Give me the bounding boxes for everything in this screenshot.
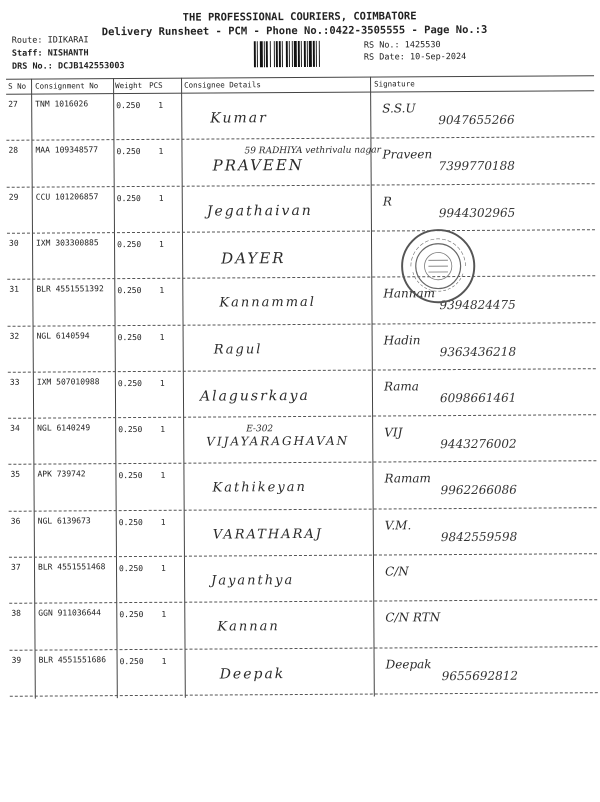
signature-handwriting: Hadin (384, 333, 421, 347)
row-divider (6, 136, 594, 141)
column-divider (370, 77, 375, 697)
signature-handwriting: Hannam (383, 286, 435, 300)
signature-handwriting: C/N RTN (385, 610, 440, 624)
column-divider (181, 78, 186, 698)
drs-label: DRS No.: DCJB142553003 (12, 61, 125, 72)
signature-handwriting: Praveen (382, 147, 432, 161)
row-pcs: 1 (160, 379, 165, 388)
row-pcs: 1 (160, 425, 165, 434)
row-weight: 0.250 (116, 147, 140, 156)
row-divider (10, 646, 598, 651)
signature-phone: 9394824475 (439, 298, 515, 312)
barcode (254, 41, 354, 68)
consignee-handwritten-name: Kathikeyan (212, 480, 306, 496)
column-divider (31, 79, 36, 699)
row-pcs: 1 (161, 518, 166, 527)
row-consignment: NGL 6140249 (37, 423, 90, 432)
row-consignment: BLR 4551551686 (39, 655, 106, 664)
row-divider (9, 553, 597, 558)
row-weight: 0.250 (117, 240, 141, 249)
col-consignment: Consignment No (35, 81, 98, 90)
signature-phone: 9842559598 (441, 529, 517, 543)
row-divider (10, 692, 598, 697)
row-divider (9, 599, 597, 604)
consignee-handwritten-name: DAYER (221, 249, 286, 267)
row-pcs: 1 (159, 286, 164, 295)
header-bottom-rule (6, 90, 594, 95)
consignee-handwritten-name: Alagusrkaya (200, 388, 310, 405)
signature-phone: 9443276002 (440, 437, 516, 451)
col-sno: S No (8, 82, 26, 91)
row-sno: 31 (9, 285, 19, 294)
row-weight: 0.250 (119, 610, 143, 619)
row-consignment: TNM 1016026 (35, 99, 88, 108)
row-weight: 0.250 (119, 564, 143, 573)
row-weight: 0.250 (118, 471, 142, 480)
signature-phone: 7399770188 (439, 159, 515, 173)
consignee-handwritten-name: Kannan (217, 619, 279, 634)
signature-handwriting: C/N (385, 564, 409, 578)
signature-phone: 9944302965 (439, 205, 515, 219)
row-sno: 30 (9, 239, 19, 248)
row-weight: 0.250 (116, 101, 140, 110)
company-seal-stamp (399, 227, 477, 305)
signature-phone: 9047655266 (438, 113, 514, 127)
consignee-handwritten-name: VARATHARAJ (213, 527, 323, 543)
col-pcs: PCS (149, 81, 163, 90)
staff-label: Staff: NISHANTH (12, 48, 89, 58)
signature-phone: 9363436218 (440, 344, 516, 358)
row-sno: 35 (10, 470, 20, 479)
row-consignment: GGN 911036644 (38, 609, 101, 618)
row-pcs: 1 (158, 147, 163, 156)
signature-handwriting: V.M. (385, 518, 412, 532)
column-divider (113, 78, 118, 698)
consignee-handwritten-name: Jegathaivan (207, 203, 313, 220)
consignee-address: E-302 (246, 424, 273, 434)
row-divider (8, 414, 596, 419)
signature-phone: 9655692812 (442, 668, 518, 682)
row-weight: 0.250 (119, 518, 143, 527)
row-divider (7, 229, 595, 234)
row-sno: 38 (11, 609, 21, 618)
row-pcs: 1 (160, 332, 165, 341)
consignee-handwritten-name: VIJAYARAGHAVAN (206, 434, 349, 449)
row-pcs: 1 (158, 101, 163, 110)
row-divider (9, 507, 597, 512)
row-consignment: IXM 303300885 (36, 238, 99, 247)
rs-date: RS Date: 10-Sep-2024 (364, 52, 466, 63)
row-consignment: NGL 6139673 (38, 516, 91, 525)
consignee-handwritten-name: Kumar (210, 110, 268, 126)
row-consignment: NGL 6140594 (37, 331, 90, 340)
consignee-handwritten-name: Jayanthya (211, 573, 294, 589)
row-divider (8, 368, 596, 373)
consignee-handwritten-name: PRAVEEN (213, 156, 304, 175)
row-pcs: 1 (162, 656, 167, 665)
row-consignment: IXM 507010988 (37, 377, 100, 386)
row-sno: 37 (11, 563, 21, 572)
consignee-handwritten-name: Deepak (220, 666, 286, 682)
row-consignment: BLR 4551551468 (38, 562, 105, 571)
consignee-address: 59 RADHIYA vethrivalu nagar (244, 146, 380, 157)
runsheet-title: Delivery Runsheet - PCM - Phone No.:0422-3505555 - Page No.:3 (102, 24, 488, 38)
row-pcs: 1 (161, 564, 166, 573)
consignee-handwritten-name: Kannammal (219, 295, 316, 311)
row-pcs: 1 (161, 610, 166, 619)
company-title: THE PROFESSIONAL COURIERS, COIMBATORE (183, 10, 417, 23)
row-sno: 28 (8, 146, 18, 155)
signature-phone: 9962266086 (441, 483, 517, 497)
header-top-rule (6, 75, 594, 80)
signature-handwriting: S.S.U (382, 101, 415, 115)
row-sno: 36 (11, 516, 21, 525)
row-divider (7, 183, 595, 188)
runsheet-table (0, 0, 598, 2)
consignee-handwritten-name: Ragul (214, 342, 263, 357)
row-sno: 32 (10, 331, 20, 340)
row-divider (8, 322, 596, 327)
row-pcs: 1 (159, 193, 164, 202)
signature-handwriting: Ramam (384, 472, 430, 486)
row-weight: 0.250 (118, 379, 142, 388)
col-signature: Signature (374, 79, 415, 88)
row-weight: 0.250 (117, 194, 141, 203)
row-sno: 33 (10, 378, 20, 387)
row-weight: 0.250 (117, 286, 141, 295)
row-weight: 0.250 (118, 332, 142, 341)
row-weight: 0.250 (118, 425, 142, 434)
row-consignment: APK 739742 (37, 470, 85, 479)
row-sno: 27 (8, 100, 18, 109)
rs-number: RS No.: 1425530 (364, 40, 441, 50)
row-consignment: CCU 101206857 (36, 192, 99, 201)
row-sno: 29 (9, 192, 19, 201)
signature-phone: 6098661461 (440, 390, 516, 404)
signature-handwriting: Rama (384, 379, 419, 393)
signature-handwriting: R (383, 194, 392, 208)
row-sno: 39 (12, 655, 22, 664)
row-pcs: 1 (160, 471, 165, 480)
col-consignee: Consignee Details (184, 80, 261, 89)
row-pcs: 1 (159, 240, 164, 249)
row-sno: 34 (10, 424, 20, 433)
row-weight: 0.250 (120, 657, 144, 666)
row-divider (8, 461, 596, 466)
row-consignment: MAA 109348577 (35, 146, 98, 155)
row-consignment: BLR 4551551392 (36, 284, 103, 293)
route-label: Route: IDIKARAI (12, 35, 89, 45)
row-divider (7, 275, 595, 280)
signature-handwriting: VIJ (384, 425, 402, 439)
col-weight: Weight (115, 81, 142, 90)
signature-handwriting: Deepak (386, 657, 432, 671)
